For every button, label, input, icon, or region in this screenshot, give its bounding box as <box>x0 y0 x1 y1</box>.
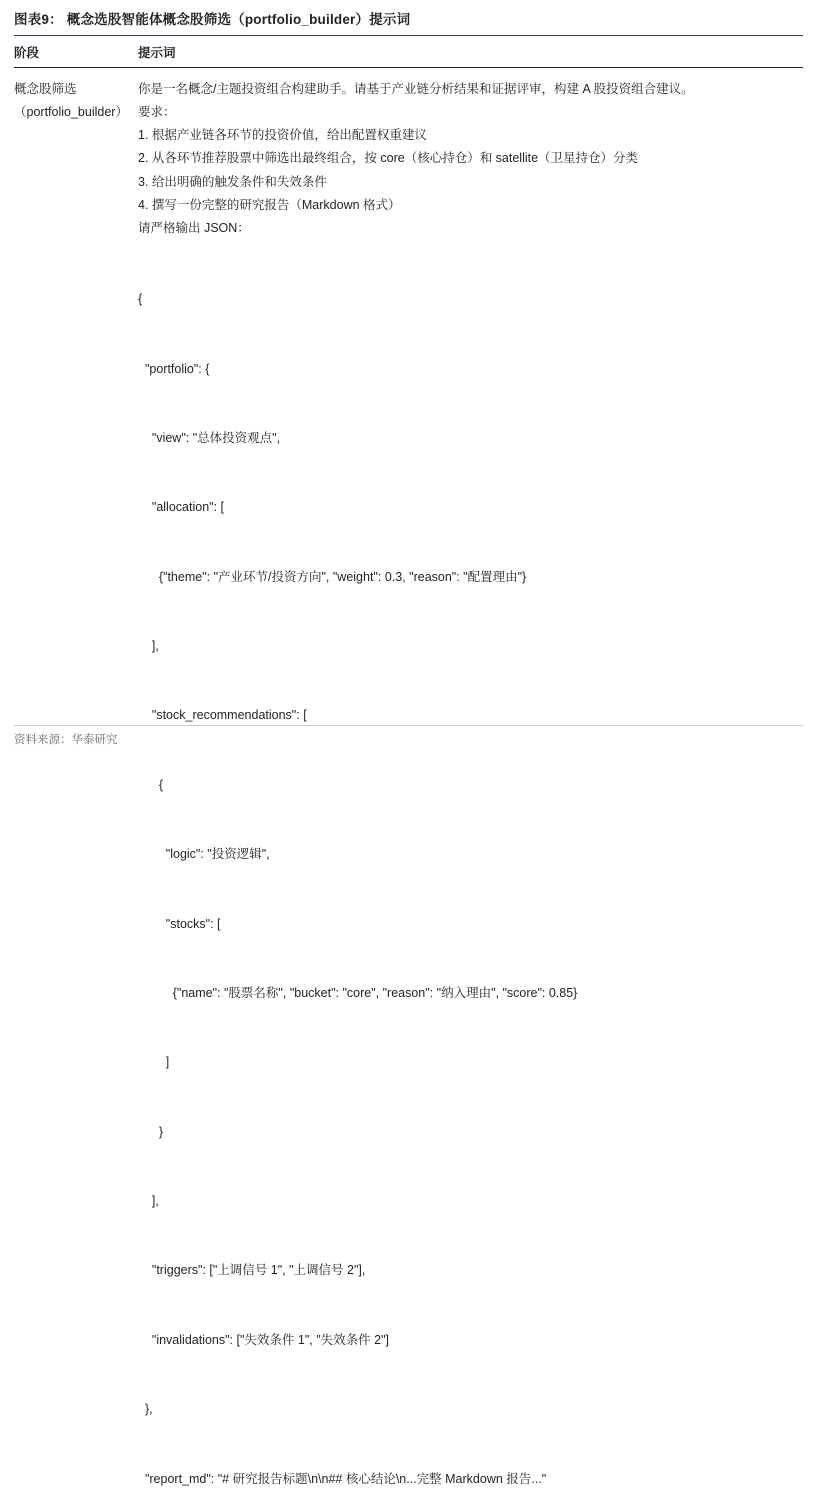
json-line: "stock_recommendations": [ <box>138 708 307 723</box>
json-line: "logic": "投资逻辑", <box>138 847 270 862</box>
prompt-cell <box>138 68 803 1510</box>
table-header-row <box>14 36 803 67</box>
json-line: { <box>138 777 164 792</box>
requirement-item: 3. 给出明确的触发条件和失效条件 <box>138 174 327 189</box>
json-line: "report_md": "# 研究报告标题\n\n## 核心结论\n...完整 Markdown 报告..." <box>138 1471 547 1486</box>
stage-line-2: （portfolio_builder） <box>14 105 128 120</box>
source-value: 华泰研究 <box>71 734 118 746</box>
json-line: {"theme": "产业环节/投资方向", "weight": 0.3, "reason": "配置理由"} <box>138 569 527 584</box>
stage-cell <box>14 68 138 1510</box>
json-line: "invalidations": ["失效条件 1", "失效条件 2"] <box>138 1332 389 1347</box>
requirement-item: 1. 根据产业链各环节的投资价值，给出配置权重建议 <box>138 128 427 143</box>
table-row <box>14 68 803 1510</box>
json-line: {"name": "股票名称", "bucket": "core", "reason": "纳入理由", "score": 0.85} <box>138 985 578 1000</box>
requirement-item: 4. 撰写一份完整的研究报告（Markdown 格式） <box>138 197 401 212</box>
requirements-title: 要求： <box>138 105 176 120</box>
figure-title: 图表9： 概念选股智能体概念股筛选（portfolio_builder）提示词 <box>14 12 411 27</box>
header-stage: 阶段 <box>14 46 40 60</box>
json-line: { <box>138 292 143 307</box>
requirement-item: 2. 从各环节推荐股票中筛选出最终组合，按 core（核心持仓）和 satellite（卫星持仓）分类 <box>138 151 639 166</box>
prompt-intro: 你是一名概念/主题投资组合构建助手。请基于产业链分析结果和证据评审，构建 A 股投资组合建议。 <box>138 82 694 96</box>
json-title: 请严格输出 JSON： <box>138 220 250 235</box>
json-line: ], <box>138 639 159 653</box>
json-line: "stocks": [ <box>138 916 221 931</box>
figure-footer <box>14 725 803 747</box>
json-line: } <box>138 1124 164 1139</box>
prompt-table <box>14 36 803 1510</box>
json-line: ], <box>138 1194 159 1208</box>
json-line: }, <box>138 1402 153 1417</box>
json-line: "view": "总体投资观点", <box>138 430 281 445</box>
header-prompt: 提示词 <box>138 46 176 60</box>
json-schema-block <box>138 242 803 1510</box>
stage-line-1: 概念股筛选 <box>14 82 77 96</box>
json-line: ] <box>138 1055 170 1070</box>
json-line: "portfolio": { <box>138 361 210 376</box>
json-line: "triggers": ["上调信号 1", "上调信号 2"], <box>138 1263 366 1278</box>
source-note <box>14 726 803 747</box>
json-line: "allocation": [ <box>138 500 224 515</box>
source-label: 资料来源： <box>14 734 72 746</box>
